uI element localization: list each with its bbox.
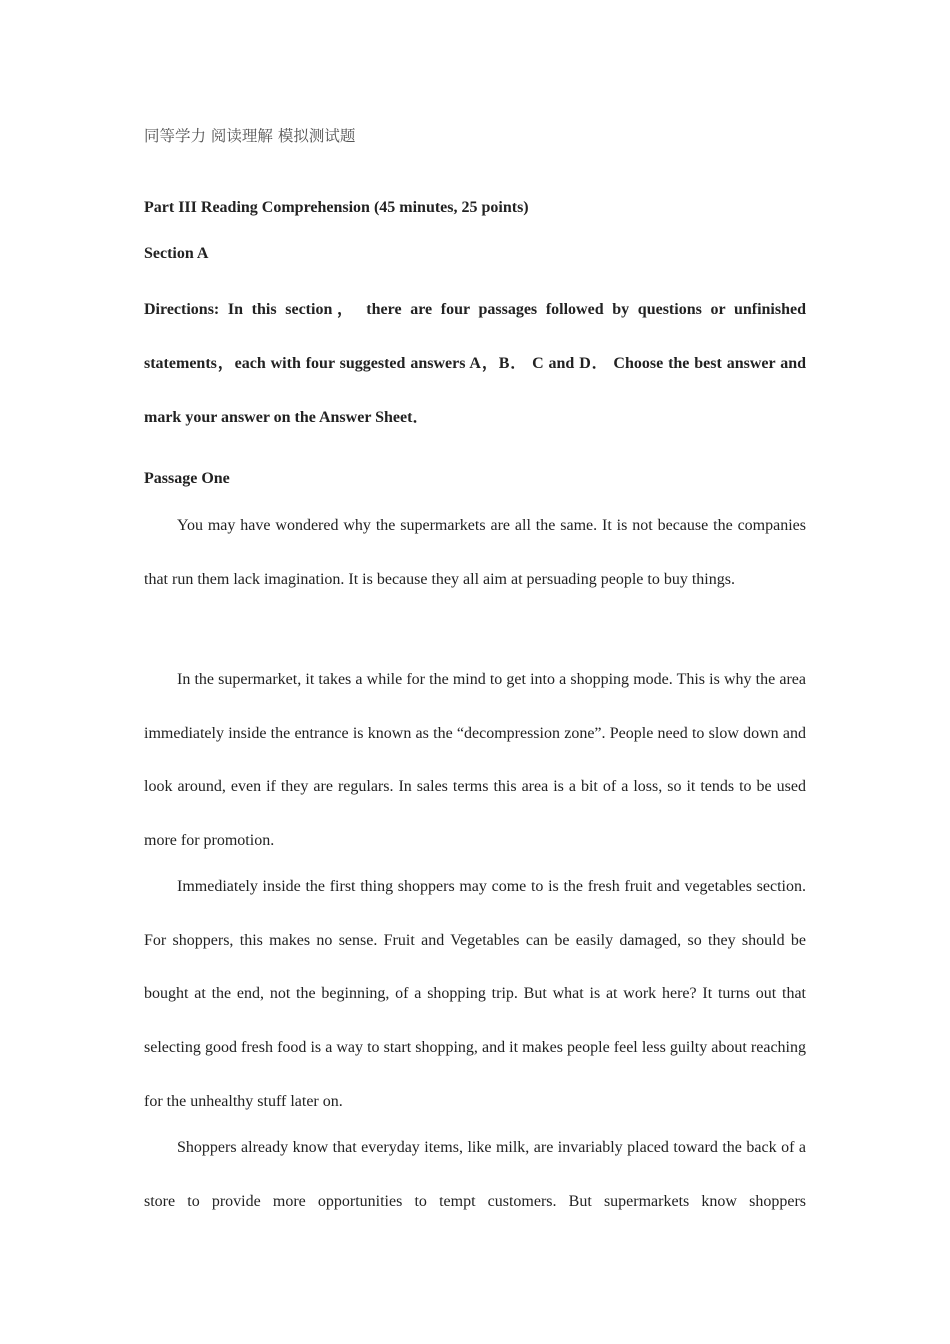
passage-paragraph-3: Immediately inside the first thing shoppers may come to is the fresh fruit and vegetables section. For shoppers, this makes no sense. Fruit and Vegetables can be easily damaged, so they should be bought at the end, not the beginning, of a shopping trip. But what is at work here? It turns out that selecting good fresh food is a way to start shopping, and it makes people feel less guilty about reaching for the unhealthy stuff later on. [144, 878, 806, 1110]
document-title: 同等学力 阅读理解 模拟测试题 [144, 127, 356, 145]
passage-heading: Passage One [144, 470, 230, 487]
part-heading: Part III Reading Comprehension (45 minutes, 25 points) [144, 199, 529, 216]
passage-paragraph-1: You may have wondered why the supermarkets are all the same. It is not because the companies that run them lack imagination. It is because they all aim at persuading people to buy things. [144, 517, 806, 588]
passage-paragraph-4: Shoppers already know that everyday items, like milk, are invariably placed toward the back of a store to provide more opportunities to tempt customers. But supermarkets know shoppers [144, 1139, 806, 1210]
section-heading: Section A [144, 245, 209, 262]
directions-text: Directions: In this section， there are four passages followed by questions or unfinished statements，each with four suggested answers A，B． C and D． Choose the best answer and mark your answer on the Answer Sheet． [144, 301, 806, 426]
passage-paragraph-4-container [144, 1121, 806, 1236]
passage-paragraph-2: In the supermarket, it takes a while for the mind to get into a shopping mode. This is why the area immediately inside the entrance is known as the “decompression zone”. People need to slow down and look around, even if they are regulars. In sales terms this area is a bit of a loss, so it tends to be used more for promotion. [144, 671, 806, 850]
